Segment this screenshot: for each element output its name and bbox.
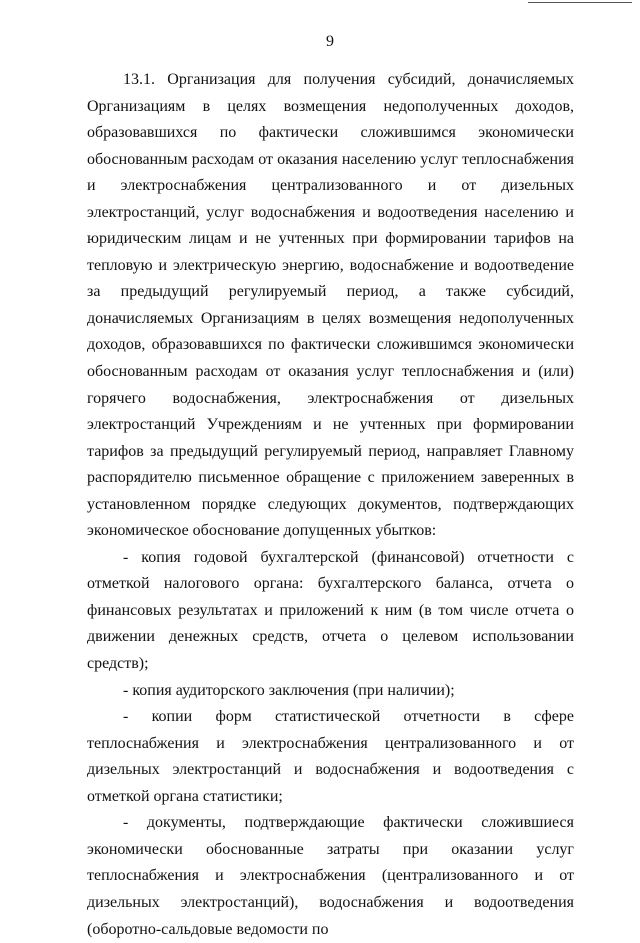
top-rule <box>528 2 632 3</box>
list-item-statistical-forms: - копии форм статистической отчетности в сфере теплоснабжения и электроснабжения централизованного и от дизельных электростанций и водоснабжения и водоотведения с отметкой органа статистики; <box>87 708 574 805</box>
list-item-financial-statements: - копия годовой бухгалтерской (финансовой) отчетности с отметкой налогового органа: бухгалтерского баланса, отчета о финансовых результатах и приложений к ним (в том числе отчета о движении денежных средств, отчета о целевом использовании средств); <box>87 548 574 673</box>
document-body <box>87 67 574 943</box>
paragraph-13-1: 13.1. Организация для получения субсидий, доначисляемых Организациям в целях возмещения недополученных доходов, образовавшихся по фактически сложившимся экономически обоснованным расходам от оказания населению услуг теплоснабжения и электроснабжения централизованного и от дизельных электростанций, услуг водоснабжения и водоотведения населению и юридическим лицам и не учтенных при формировании тарифов на тепловую и электрическую энергию, водоснабжение и водоотведение за предыдущий регулируемый период, а также субсидий, доначисляемых Организациям в целях возмещения недополученных доходов, образовавшихся по фактически сложившимся экономически обоснованным расходам от оказания услуг теплоснабжения и (или) горячего водоснабжения, электроснабжения от дизельных электростанций Учреждениям и не учтенных при формировании тарифов за предыдущий регулируемый период, направляет Главному распорядителю письменное обращение с приложением заверенных в установленном порядке следующих документов, подтверждающих экономическое обоснование допущенных убытков: <box>87 71 574 540</box>
list-item-audit-report: - копия аудиторского заключения (при наличии); <box>123 681 455 699</box>
page-number: 9 <box>326 33 334 50</box>
list-item-cost-documents: - документы, подтверждающие фактически сложившиеся экономически обоснованные затраты при оказании услуг теплоснабжения и электроснабжения (централизованного и от дизельных электростанций), водоснабжения и водоотведения (оборотно-сальдовые ведомости по <box>87 814 574 938</box>
